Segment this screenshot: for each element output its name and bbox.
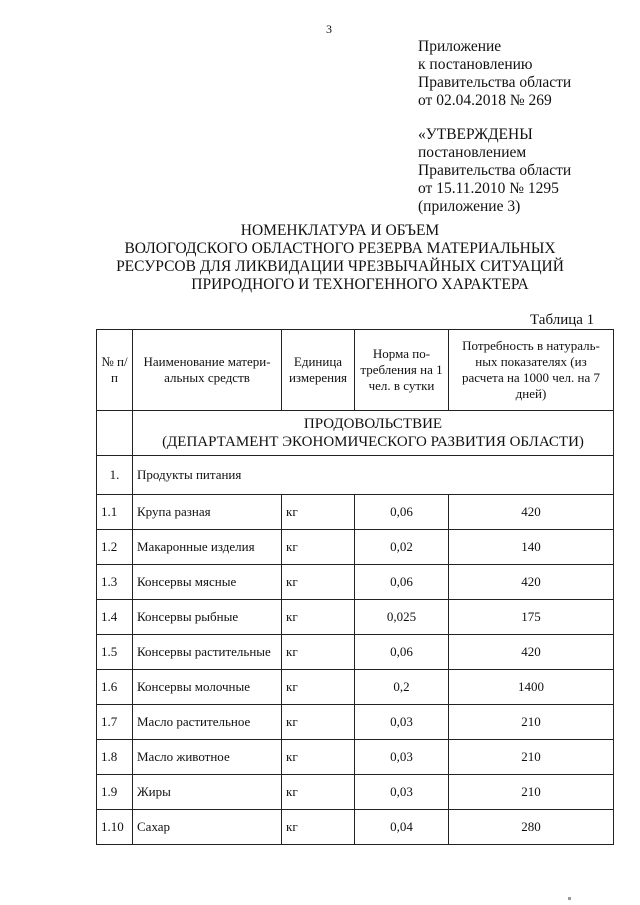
approved-line: от 15.11.2010 № 1295 <box>418 180 559 197</box>
cell-norm: 0,06 <box>355 565 449 600</box>
table-caption: Таблица 1 <box>530 312 595 328</box>
group-num: 1. <box>97 456 133 495</box>
table-row <box>97 495 614 530</box>
cell-num: 1.4 <box>97 600 133 635</box>
header-name: Наименование матери-альных средств <box>133 330 282 411</box>
cell-num: 1.8 <box>97 740 133 775</box>
cell-unit: кг <box>282 810 355 845</box>
cell-norm: 0,02 <box>355 530 449 565</box>
cell-unit: кг <box>282 775 355 810</box>
cell-need: 280 <box>449 810 614 845</box>
cell-num: 1.3 <box>97 565 133 600</box>
cell-need: 140 <box>449 530 614 565</box>
header-norm: Норма по-требления на 1 чел. в сутки <box>355 330 449 411</box>
cell-norm: 0,2 <box>355 670 449 705</box>
cell-name: Консервы молочные <box>133 670 282 705</box>
cell-num: 1.9 <box>97 775 133 810</box>
table-row <box>97 670 614 705</box>
title-line: РЕСУРСОВ ДЛЯ ЛИКВИДАЦИИ ЧРЕЗВЫЧАЙНЫХ СИТУАЦИЙ <box>116 258 564 275</box>
cell-norm: 0,04 <box>355 810 449 845</box>
table-row <box>97 635 614 670</box>
cell-unit: кг <box>282 495 355 530</box>
cell-name: Сахар <box>133 810 282 845</box>
cell-unit: кг <box>282 635 355 670</box>
cell-name: Крупа разная <box>133 495 282 530</box>
cell-num: 1.7 <box>97 705 133 740</box>
scan-speck <box>568 897 571 900</box>
title-line: ПРИРОДНОГО И ТЕХНОГЕННОГО ХАРАКТЕРА <box>191 276 529 293</box>
header-unit: Единица измерения <box>282 330 355 411</box>
cell-need: 210 <box>449 775 614 810</box>
cell-name: Консервы растительные <box>133 635 282 670</box>
cell-name: Консервы рыбные <box>133 600 282 635</box>
cell-need: 210 <box>449 740 614 775</box>
cell-unit: кг <box>282 530 355 565</box>
table-row <box>97 565 614 600</box>
cell-norm: 0,06 <box>355 495 449 530</box>
appendix-line: Правительства области <box>418 74 572 91</box>
cell-unit: кг <box>282 740 355 775</box>
cell-norm: 0,03 <box>355 705 449 740</box>
cell-need: 175 <box>449 600 614 635</box>
cell-num: 1.10 <box>97 810 133 845</box>
approved-line: (приложение 3) <box>418 198 521 215</box>
cell-num: 1.6 <box>97 670 133 705</box>
cell-norm: 0,025 <box>355 600 449 635</box>
cell-num: 1.2 <box>97 530 133 565</box>
table-row <box>97 600 614 635</box>
approved-block <box>418 126 571 216</box>
header-need: Потребность в натураль-ных показателях (из расчета на 1000 чел. на 7 дней) <box>449 330 614 411</box>
section-line: (ДЕПАРТАМЕНТ ЭКОНОМИЧЕСКОГО РАЗВИТИЯ ОБЛАСТИ) <box>162 434 584 450</box>
cell-need: 420 <box>449 635 614 670</box>
cell-need: 420 <box>449 495 614 530</box>
approved-line: «УТВЕРЖДЕНЫ <box>418 126 533 143</box>
cell-name: Консервы мясные <box>133 565 282 600</box>
table-row <box>97 705 614 740</box>
approved-line: постановлением <box>418 144 527 161</box>
section-title <box>133 411 614 456</box>
section-row <box>97 411 614 456</box>
cell-name: Масло животное <box>133 740 282 775</box>
header-num: № п/п <box>97 330 133 411</box>
cell-norm: 0,03 <box>355 775 449 810</box>
appendix-block <box>418 38 571 110</box>
cell-name: Жиры <box>133 775 282 810</box>
cell-num: 1.5 <box>97 635 133 670</box>
table-row <box>97 775 614 810</box>
title-line: ВОЛОГОДСКОГО ОБЛАСТНОГО РЕЗЕРВА МАТЕРИАЛЬНЫХ <box>124 240 556 257</box>
cell-num: 1.1 <box>97 495 133 530</box>
cell-unit: кг <box>282 565 355 600</box>
table-row <box>97 530 614 565</box>
cell-unit: кг <box>282 705 355 740</box>
cell-unit: кг <box>282 670 355 705</box>
approved-line: Правительства области <box>418 162 572 179</box>
table-header-row <box>97 330 614 411</box>
cell-name: Масло растительное <box>133 705 282 740</box>
table-row <box>97 810 614 845</box>
cell-need: 1400 <box>449 670 614 705</box>
cell-norm: 0,06 <box>355 635 449 670</box>
cell-norm: 0,03 <box>355 740 449 775</box>
cell-need: 210 <box>449 705 614 740</box>
group-row <box>97 456 614 495</box>
document-title <box>90 222 590 294</box>
title-line: НОМЕНКЛАТУРА И ОБЪЕМ <box>240 222 440 239</box>
cell-need: 420 <box>449 565 614 600</box>
appendix-line: от 02.04.2018 № 269 <box>418 92 552 109</box>
appendix-line: к постановлению <box>418 56 533 73</box>
group-name: Продукты питания <box>133 456 614 495</box>
table-row <box>97 740 614 775</box>
section-line: ПРОДОВОЛЬСТВИЕ <box>303 416 443 432</box>
appendix-line: Приложение <box>418 38 502 55</box>
resources-table <box>96 329 614 845</box>
cell-name: Макаронные изделия <box>133 530 282 565</box>
cell-unit: кг <box>282 600 355 635</box>
page-number: 3 <box>326 22 332 36</box>
